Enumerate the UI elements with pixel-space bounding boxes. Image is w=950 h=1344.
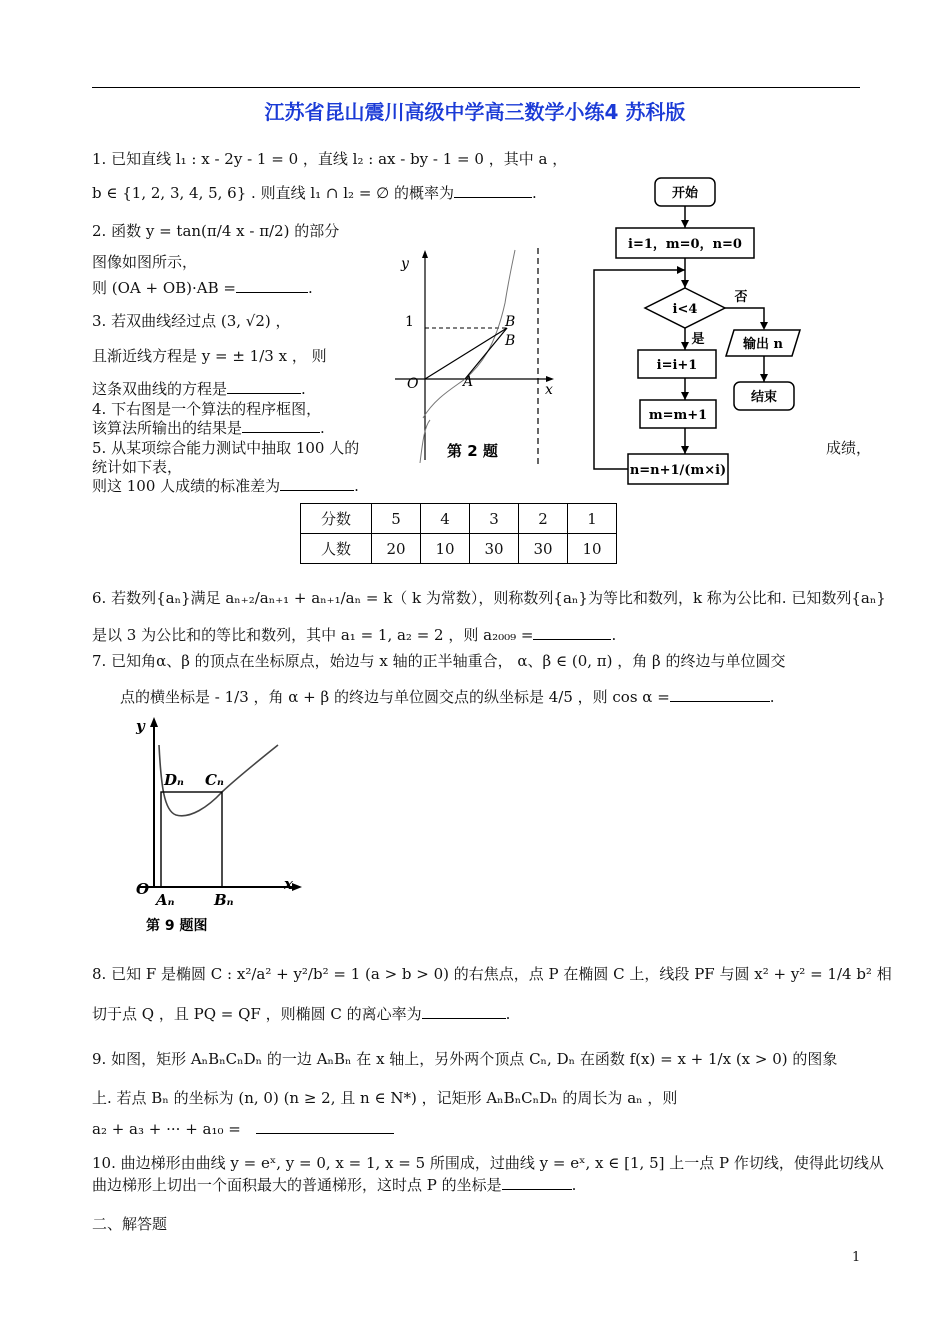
q3-line2: 且渐近线方程是 y = ± 1/3 x ， 则 — [92, 347, 327, 365]
answer-blank — [533, 625, 611, 640]
q5-line3 — [92, 475, 359, 496]
answer-blank — [236, 278, 308, 293]
q6-text: 是以 3 为公比和的等比和数列，其中 a₁ = 1, a₂ = 2 ，则 a₂₀₀₉ = — [92, 626, 534, 644]
answer-blank — [227, 379, 301, 394]
q8-line2 — [92, 1003, 510, 1024]
q1-line1: 1. 已知直线 l₁ : x - 2y - 1 = 0 ，直线 l₂ : ax - by - 1 = 0 ，其中 a ， — [92, 150, 568, 168]
segment-ab — [465, 328, 507, 379]
tan-curve — [423, 250, 515, 418]
answer-blank — [502, 1175, 572, 1190]
q5-line1-end: 成绩， — [826, 439, 872, 457]
flowchart — [588, 170, 808, 488]
origin-label: O — [407, 376, 419, 392]
dn-label: Dₙ — [164, 771, 184, 789]
segment-ob — [425, 328, 507, 379]
q2-line1: 2. 函数 y = tan(π/4 x - π/2) 的部分 — [92, 222, 340, 240]
fig2-caption: 第 2 题 — [447, 442, 498, 460]
q1-text: b ∈ {1, 2, 3, 4, 5, 6} . 则直线 l₁ ∩ l₂ = ∅ 的概率为 — [92, 184, 455, 202]
table-cell: 20 — [372, 534, 421, 564]
table-cell: 30 — [519, 534, 568, 564]
tick-label: 1 — [405, 314, 414, 330]
y-axis-arrow — [150, 717, 158, 727]
q10-text: 曲边梯形上切出一个面积最大的普通梯形，这时点 P 的坐标是 — [92, 1176, 502, 1194]
q3-period: . — [301, 380, 306, 398]
q5-line2: 统计如下表， — [92, 458, 183, 476]
q8-line1: 8. 已知 F 是椭圆 C : x²/a² + y²/b² = 1 (a > b > 0) 的右焦点，点 P 在椭圆 C 上，线段 PF 与圆 x² + y² = 1/4 b² 相 — [92, 965, 892, 983]
an-label: Aₙ — [156, 891, 175, 909]
x-axis-arrow — [292, 883, 302, 891]
q10-period: . — [571, 1176, 577, 1194]
answer-blank — [422, 1004, 506, 1019]
x-label: x — [545, 382, 553, 398]
q9-line1: 9. 如图，矩形 AₙBₙCₙDₙ 的一边 AₙBₙ 在 x 轴上，另外两个顶点 Cₙ, Dₙ 在函数 f(x) = x + 1/x (x > 0) 的图象 — [92, 1050, 838, 1068]
step1-label: i=i+1 — [656, 358, 698, 373]
score-table — [300, 503, 617, 564]
step3-label: n=n+1/(m×i) — [629, 463, 727, 478]
table-cell: 3 — [470, 504, 519, 534]
x-label: x — [284, 875, 293, 893]
q2-graph — [395, 248, 555, 468]
start-label: 开始 — [671, 186, 699, 201]
table-cell: 分数 — [301, 504, 372, 534]
q5-period: . — [354, 477, 359, 495]
init-label: i=1，m=0，n=0 — [628, 237, 742, 252]
table-row — [301, 504, 617, 534]
q6-line1: 6. 若数列{aₙ}满足 aₙ₊₂/aₙ₊₁ + aₙ₊₁/aₙ = k（ k 为常数），则称数列{aₙ}为等比和数列，k 称为公比和. 已知数列{aₙ} — [92, 589, 886, 607]
q9-line3 — [92, 1119, 394, 1138]
q7-line1: 7. 已知角α、β 的顶点在坐标原点，始边与 x 轴的正半轴重合， α、β ∈ (0, π) ，角 β 的终边与单位圆交 — [92, 652, 786, 670]
q3-line3 — [92, 378, 306, 399]
condition-label: i<4 — [672, 302, 698, 317]
q3-text: 这条双曲线的方程是 — [92, 380, 228, 398]
q9-line2: 上. 若点 Bₙ 的坐标为 (n, 0) (n ≥ 2, 且 n ∈ N*) ，记矩形 AₙBₙCₙDₙ 的周长为 aₙ ，则 — [92, 1089, 678, 1107]
q2-line3 — [92, 277, 313, 298]
step2-label: m=m+1 — [648, 408, 708, 423]
q9-text: a₂ + a₃ + ··· + a₁₀ = — [92, 1120, 241, 1138]
answer-blank — [242, 418, 320, 433]
q8-text: 切于点 Q ，且 PQ = QF ，则椭圆 C 的离心率为 — [92, 1005, 422, 1023]
q2-text: 则 (OA + OB)·AB = — [92, 279, 236, 297]
q7-period: . — [769, 688, 775, 706]
answer-blank — [454, 183, 532, 198]
output-label: 输出 n — [743, 337, 783, 352]
end-label: 结束 — [750, 390, 778, 405]
table-cell: 1 — [568, 504, 617, 534]
cn-label: Cₙ — [205, 771, 224, 789]
page-number: 1 — [852, 1250, 861, 1265]
q10-line1: 10. 曲边梯形由曲线 y = eˣ, y = 0, x = 1, x = 5 所围成，过曲线 y = eˣ, x ∈ [1, 5] 上一点 P 作切线，使得此切线从 — [92, 1154, 884, 1172]
section-heading: 二、解答题 — [92, 1215, 168, 1233]
answer-blank — [256, 1119, 394, 1134]
answer-blank — [670, 687, 770, 702]
point-b-label: B — [505, 314, 516, 330]
q2-period: . — [308, 279, 313, 297]
q9-graph — [128, 715, 308, 937]
q8-period: . — [505, 1005, 511, 1023]
q6-line2 — [92, 624, 616, 645]
table-cell: 人数 — [301, 534, 372, 564]
table-cell: 5 — [372, 504, 421, 534]
q5-line1: 5. 从某项综合能力测试中抽取 100 人的 — [92, 439, 360, 457]
q4-text: 该算法所输出的结果是 — [92, 419, 243, 437]
point-b2-label: B — [505, 333, 516, 349]
q1-period: . — [532, 184, 537, 202]
bn-label: Bₙ — [214, 891, 234, 909]
y-label: y — [401, 256, 409, 272]
q7-text: 点的横坐标是 - 1/3 ，角 α + β 的终边与单位圆交点的纵坐标是 4/5 ，则 cos α = — [120, 688, 670, 706]
table-cell: 30 — [470, 534, 519, 564]
rectangle — [161, 792, 222, 887]
y-axis-arrow — [422, 250, 428, 258]
table-cell: 4 — [421, 504, 470, 534]
q4-line1: 4. 下右图是一个算法的程序框图， — [92, 400, 322, 418]
no-branch-line — [725, 308, 764, 328]
q2-line2: 图像如图所示， — [92, 253, 198, 271]
page-title: 江苏省昆山震川高级中学高三数学小练4 苏科版 — [264, 100, 686, 124]
origin-label: O — [136, 880, 150, 898]
q6-period: . — [611, 626, 617, 644]
no-label: 否 — [734, 290, 748, 305]
y-label: y — [136, 717, 145, 735]
point-a-label: A — [463, 374, 474, 390]
q7-line2 — [120, 686, 775, 707]
q5-text: 则这 100 人成绩的标准差为 — [92, 477, 281, 495]
fig9-caption: 第 9 题图 — [146, 918, 208, 934]
q3-line1: 3. 若双曲线经过点 (3, √2) ， — [92, 312, 291, 330]
table-cell: 10 — [568, 534, 617, 564]
yes-label: 是 — [691, 332, 705, 347]
table-cell: 10 — [421, 534, 470, 564]
answer-blank — [280, 476, 354, 491]
q10-line2 — [92, 1174, 576, 1195]
q1-line2 — [92, 182, 537, 203]
header-rule — [92, 87, 860, 88]
table-cell: 2 — [519, 504, 568, 534]
q4-period: . — [320, 419, 325, 437]
q4-line2 — [92, 417, 325, 438]
table-row — [301, 534, 617, 564]
